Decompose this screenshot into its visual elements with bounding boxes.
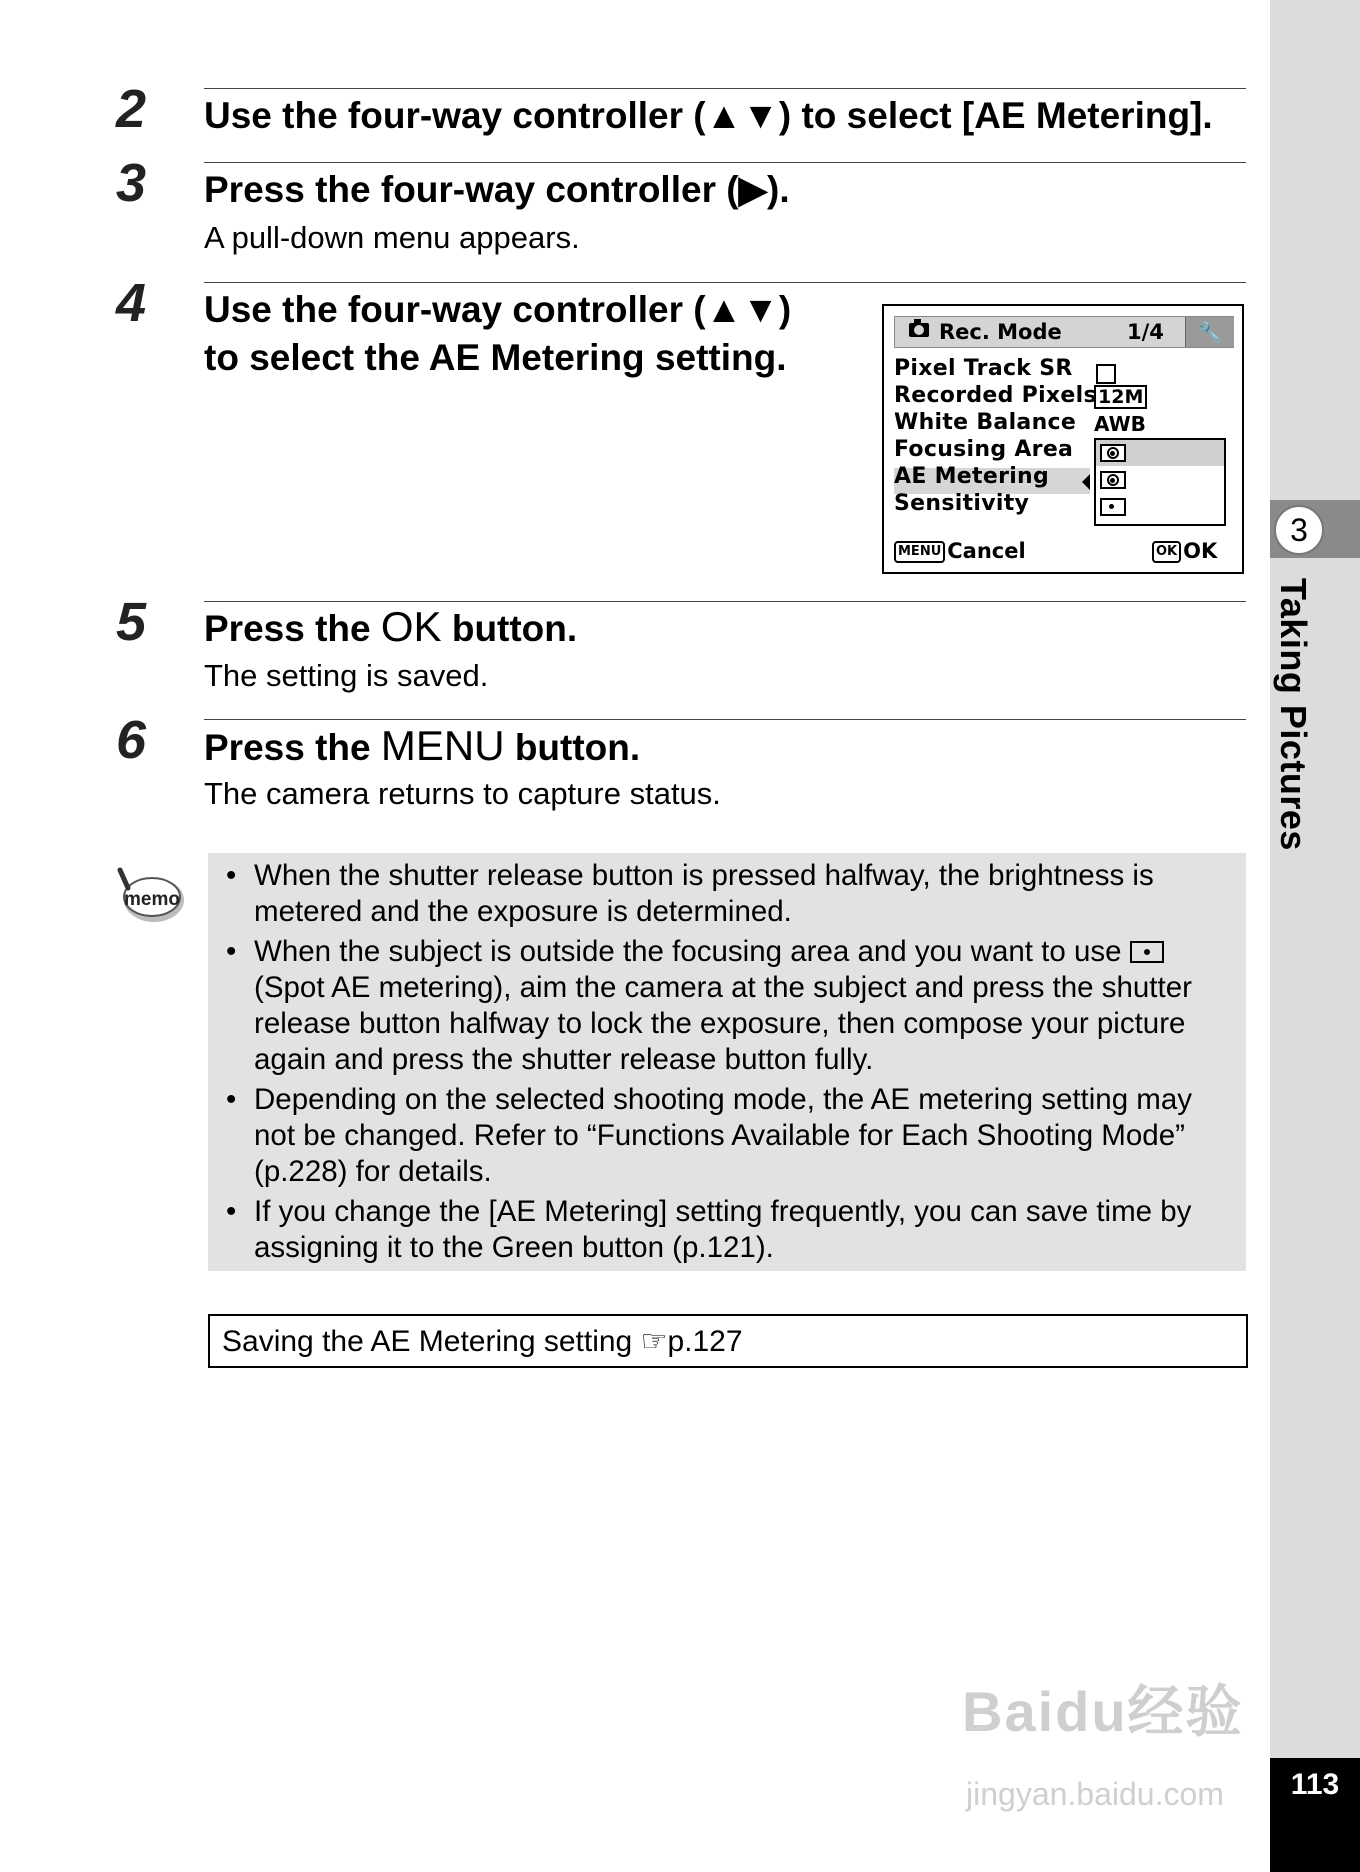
lcd-item-pixel-track-sr: Pixel Track SR	[894, 356, 1073, 381]
spot-metering-icon	[1100, 498, 1126, 516]
step-divider	[204, 162, 1246, 163]
ok-key-icon: OK	[1152, 541, 1181, 563]
memo-bullet-3: • Depending on the selected shooting mode, the AE metering setting may not be changed. Refer to “Functions Available for Each Shooting Mode” (p.228) for details.	[224, 1082, 1234, 1190]
ok-label: OK	[1183, 539, 1218, 563]
step-number-6: 6	[116, 710, 147, 770]
multi-segment-metering-icon	[1100, 444, 1126, 462]
step-number-5: 5	[116, 592, 147, 652]
left-arrow-icon	[1082, 474, 1090, 490]
step-number-3: 3	[116, 153, 147, 213]
camera-lcd-menu	[882, 304, 1244, 574]
step-5-heading-post: button.	[441, 608, 578, 649]
lcd-item-sensitivity: Sensitivity	[894, 491, 1030, 516]
memo-icon	[116, 866, 186, 924]
recorded-pixels-value: 12M	[1094, 385, 1147, 409]
step-4-heading-line1: Use the four-way controller (▲▼)	[204, 289, 792, 330]
reference-box	[208, 1314, 1248, 1368]
step-5-heading-pre: Press the	[204, 608, 381, 649]
page-number: 113	[1290, 1768, 1340, 1801]
memo-icon-label: memo	[124, 889, 180, 910]
lcd-item-white-balance: White Balance	[894, 410, 1077, 435]
spot-metering-icon	[1130, 941, 1164, 963]
lcd-title-bar	[894, 316, 1234, 348]
cancel-label: Cancel	[947, 539, 1026, 563]
lcd-page-indicator: 1/4	[1127, 320, 1164, 344]
lcd-item-ae-metering: AE Metering	[894, 464, 1050, 489]
memo-bullet-1: • When the shutter release button is pressed halfway, the brightness is metered and the exposure is determined.	[224, 858, 1234, 930]
side-tab-strip	[1270, 0, 1360, 1872]
menu-key-icon: MENU	[894, 541, 945, 563]
step-divider	[204, 282, 1246, 283]
step-3-heading: Press the four-way controller (▶).	[204, 169, 790, 210]
step-5-body: The setting is saved.	[204, 658, 489, 693]
step-4-heading-line2: to select the AE Metering setting.	[204, 337, 787, 378]
step-3-body: A pull-down menu appears.	[204, 220, 580, 255]
wrench-icon: 🔧	[1185, 317, 1234, 347]
memo-bullet-2-pre: When the subject is outside the focusing area and you want to use	[254, 935, 1122, 968]
lcd-item-recorded-pixels: Recorded Pixels	[894, 383, 1097, 408]
lcd-item-focusing-area: Focusing Area	[894, 437, 1074, 462]
step-number-2: 2	[116, 79, 147, 139]
memo-list	[224, 858, 1234, 1270]
checkbox-off-icon	[1096, 364, 1116, 384]
watermark-url: jingyan.baidu.com	[966, 1776, 1224, 1812]
step-6-heading-pre: Press the	[204, 727, 381, 768]
memo-bullet-2-post: (Spot AE metering), aim the camera at the subject and press the shutter release button halfway to lock the exposure, then compose your picture again and press the shutter release button fully.	[254, 971, 1192, 1076]
white-balance-value: AWB	[1094, 412, 1146, 436]
step-6-body: The camera returns to capture status.	[204, 776, 721, 811]
lcd-ok	[1152, 539, 1217, 563]
step-6-heading	[204, 722, 640, 771]
chapter-number: 3	[1274, 505, 1324, 555]
metering-dropdown	[1094, 438, 1226, 526]
step-number-4: 4	[116, 273, 147, 333]
memo-bullet-4: • If you change the [AE Metering] setting frequently, you can save time by assigning it to the Green button (p.121).	[224, 1194, 1234, 1266]
step-2-heading: Use the four-way controller (▲▼) to select [AE Metering].	[204, 95, 1213, 136]
reference-link[interactable]: Saving the AE Metering setting ☞p.127	[222, 1325, 743, 1358]
menu-key-label: MENU	[380, 722, 505, 769]
lcd-cancel	[894, 539, 1026, 563]
lcd-title: Rec. Mode	[939, 320, 1062, 344]
camera-icon	[909, 323, 929, 337]
step-divider	[204, 601, 1246, 602]
chapter-title: Taking Pictures	[1273, 578, 1314, 851]
step-6-heading-post: button.	[504, 727, 641, 768]
step-divider	[204, 719, 1246, 720]
center-weighted-metering-icon	[1100, 471, 1126, 489]
step-5-heading	[204, 603, 577, 652]
memo-bullet-2	[224, 934, 1234, 1078]
step-divider	[204, 88, 1246, 89]
ok-key-label: OK	[380, 603, 442, 650]
watermark-logo: Baidu经验	[962, 1680, 1244, 1743]
